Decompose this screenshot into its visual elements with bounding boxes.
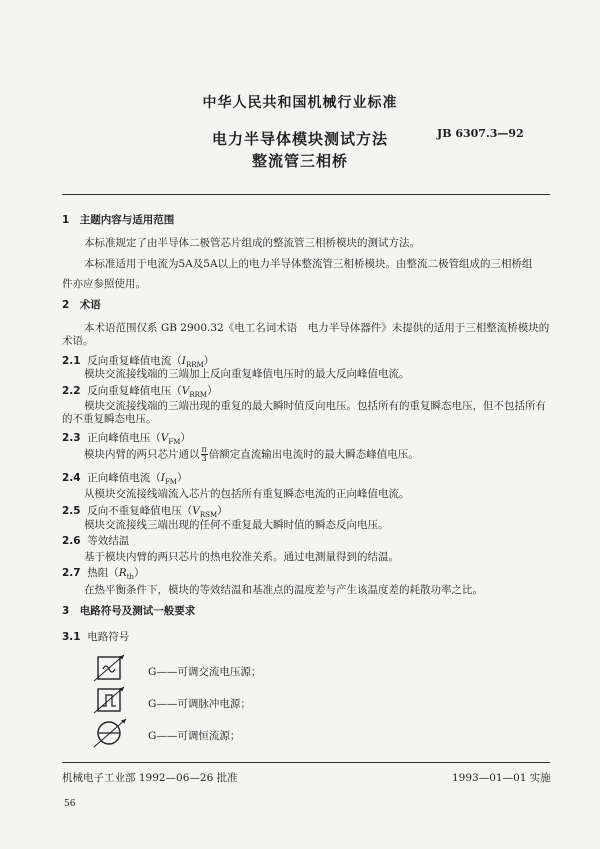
section-1-para-2-line-2: 件亦应参照使用。 [62,278,146,290]
section-3-heading: 3 电路符号及测试一般要求 [62,605,196,617]
term-number: 2.6 [62,535,81,547]
document-subtitle: 整流管三相桥 [251,152,348,170]
term-2-3-heading: 2.3 正向峰值电压$(V_{FM})$ [62,432,191,447]
clause-number: 3.1 [62,631,81,643]
term-2-6-heading [62,533,129,548]
term-2-2-heading: 2.2 反向重复峰值电压$(V_{RRM})$ [62,385,218,400]
term-number: 2.2 [62,385,81,397]
term-subscript: FM [168,438,181,447]
term-symbol: V [181,385,190,397]
approval-date: 机械电子工业部 1992—06—26 批准 [62,772,238,784]
term-title: 正向峰值电流（ [87,472,161,484]
page-number: 56 [64,799,76,809]
term-2-1-heading: 2.1 反向重复峰值电流$(I_{RRM})$ [62,355,215,370]
symbol-2-label: G——可调脉冲电源； [148,698,251,710]
pi-over-three-fraction: $\frac{\pi}{3}$ [201,445,207,463]
section-2-intro-line-2: 术语。 [62,335,94,347]
term-2-5-heading: 2.5 反向不重复峰值电压$(V_{RSM})$ [62,505,228,520]
ac-voltage-source-symbol-icon [90,653,130,683]
term-subscript: th [126,573,135,582]
effective-date: 1993—01—01 实施 [452,772,551,784]
term-symbol: I [181,355,186,367]
standard-number: JB 6307.3—92 [437,127,524,140]
footer-divider [62,762,550,763]
term-2-1-definition: 模块交流接线端的三端加上反向重复峰值电压时的最大反向峰值电流。 [84,368,410,380]
term-2-5-definition: 模块交流接线三端出现的任何不重复最大瞬时值的瞬态反向电压。 [84,519,389,531]
term-number: 2.5 [62,505,81,517]
clause-3-1-heading [62,629,129,644]
clause-title: 电路符号 [87,631,130,643]
term-title: 正向峰值电压（ [87,432,161,444]
term-2-4-definition: 从模块交流接线端流入芯片的包括所有重复瞬态电流的正向峰值电流。 [84,488,410,500]
term-number: 2.4 [62,472,81,484]
term-2-7-heading: 2.7 热阻$(R_{th})$ [62,567,145,582]
term-title: 热阻（ [87,567,119,579]
term-2-3-definition: 模块内臂的两只芯片通以 $\frac{\pi}{3}$ 倍额定直流输出电流时的最大瞬态峰值电压。 [84,445,419,463]
term-number: 2.1 [62,355,81,367]
term-subscript: FM [164,478,177,487]
constant-current-source-symbol-icon [88,717,132,749]
term-symbol: I [160,472,165,484]
term-title: 反向不重复峰值电压（ [87,505,193,517]
term-number: 2.3 [62,432,81,444]
symbol-1-label: G——可调交流电压源； [148,666,262,678]
symbol-3-label: G——可调恒流源； [148,730,241,742]
term-symbol: R [118,567,127,579]
section-1-para-1: 本标准规定了由半导体二极管芯片组成的整流管三相桥模块的测试方法。 [84,237,420,249]
term-title: 等效结温 [87,535,130,547]
section-1-heading: 1 主题内容与适用范围 [62,214,175,226]
term-subscript: RRM [189,391,208,400]
term-number: 2.7 [62,567,81,579]
term-subscript: RRM [185,361,204,370]
document-title: 电力半导体模块测试方法 [211,130,388,148]
term-symbol: V [160,432,169,444]
section-1-para-2-line-1: 本标准适用于电流为5A及5A以上的电力半导体整流管三相桥模块。由整流二极管组成的三相桥组 [84,258,533,270]
term-2-7-definition: 在热平衡条件下，模块的等效结温和基准点的温度差与产生该温度差的耗散功率之比。 [84,584,483,596]
term-2-4-heading: 2.4 正向峰值电流$(I_{FM})$ [62,472,188,487]
term-2-2-definition-line-2: 的不重复瞬态电压。 [62,413,157,425]
term-2-6-definition: 基于模块内臂的两只芯片的热电狡准关系。通过电测量得到的结温。 [84,551,399,563]
term-subscript: RSM [199,511,218,520]
section-2-intro-line-1: 本术语范围仅系 GB 2900.32《电工名词术语 电力半导体器件》未提供的适用于三相整流桥模块的 [84,322,550,334]
pulse-source-symbol-icon [90,685,130,715]
header-divider [62,194,550,195]
term-title: 反向重复峰值电流（ [87,355,182,367]
section-2-heading: 2 术语 [62,299,101,311]
term-title: 反向重复峰值电压（ [87,385,182,397]
term-symbol: V [192,505,200,517]
standard-organization: 中华人民共和国机械行业标准 [202,95,398,111]
term-2-2-definition-line-1: 模块交流接线端的三端出现的重复的最大瞬时值反向电压。包括所有的重复瞬态电压，但不包括所有 [84,400,546,412]
